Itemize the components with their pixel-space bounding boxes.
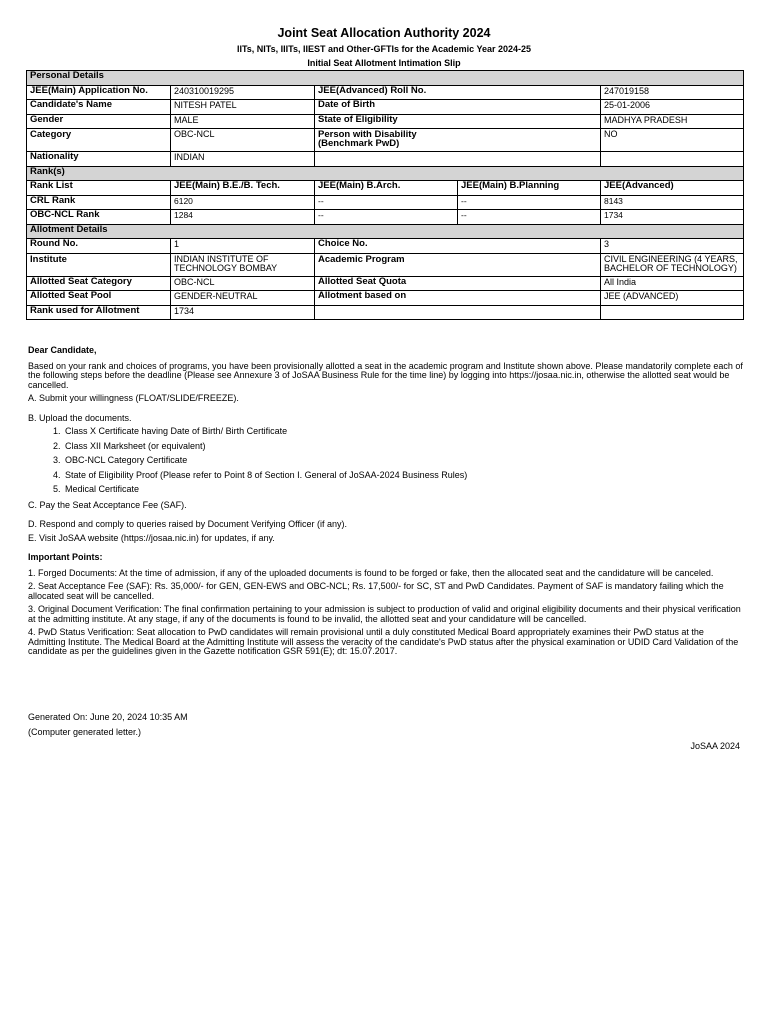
section-header-personal: Personal Details	[27, 71, 744, 86]
value-person-with-disability: NO	[601, 129, 744, 152]
list-item: 3. OBC-NCL Category Certificate	[63, 456, 743, 466]
footer-brand: JoSAA 2024	[690, 741, 740, 751]
value-jee-main-application-no: 240310019295	[171, 85, 315, 100]
label-date-of-birth: Date of Birth	[315, 100, 601, 115]
program-line-1: CIVIL ENGINEERING (4 YEARS,	[604, 253, 738, 264]
rank-value: --	[315, 210, 458, 225]
value-category: OBC-NCL	[171, 129, 315, 152]
rank-value: 1734	[601, 210, 744, 225]
step-c: C. Pay the Seat Acceptance Fee (SAF).	[28, 499, 187, 510]
letter-greeting: Dear Candidate,	[28, 345, 97, 355]
label-institute: Institute	[27, 253, 171, 276]
empty-cell	[315, 152, 601, 167]
document-subtitle: IITs, NITs, IIITs, IIEST and Other-GFTIs for the Academic Year 2024-25	[236, 44, 532, 54]
step-d: D. Respond and comply to queries raised by Document Verifying Officer (if any).	[28, 519, 347, 529]
rank-header-cell: JEE(Advanced)	[601, 181, 744, 196]
rank-value: --	[458, 195, 601, 210]
section-header-ranks: Rank(s)	[27, 166, 744, 181]
pwd-label-line-2: (Benchmark PwD)	[318, 138, 400, 149]
value-allotment-based-on: JEE (ADVANCED)	[601, 291, 744, 306]
slip-title: Initial Seat Allotment Intimation Slip	[307, 58, 461, 68]
value-candidate-name: NITESH PATEL	[171, 100, 315, 115]
important-point: 4. PwD Status Verification: Seat allocation to PwD candidates will remain provisional until a duly constituted Medical Board appropriately examines their PwD status at the Admitting Institute. The Medical Board at the Admitting Institute will assess the veracity of the candidate's PwD status after the physical examination or UDID Card Validation of the candidate as per the guidelines given in the Gazette notification GSR 591(E); dt: 15.07.2017.	[28, 627, 739, 656]
value-institute	[171, 253, 315, 276]
important-points-heading: Important Points:	[28, 552, 103, 562]
rank-value: 8143	[601, 195, 744, 210]
value-date-of-birth: 25-01-2006	[601, 100, 744, 115]
value-allotted-seat-category: OBC-NCL	[171, 276, 315, 291]
rank-row-crl	[27, 195, 744, 210]
value-gender: MALE	[171, 114, 315, 129]
important-point: 2. Seat Acceptance Fee (SAF): Rs. 35,000/- for GEN, GEN-EWS and OBC-NCL; Rs. 17,500/- for SC, ST and PwD Candidates. Payment of SAF is mandatory failing which the allocated seat will be cancelled.	[28, 581, 724, 601]
label-allotted-seat-pool: Allotted Seat Pool	[27, 291, 171, 306]
label-person-with-disability	[315, 129, 601, 152]
computer-generated-note: (Computer generated letter.)	[28, 727, 142, 737]
label-choice-no: Choice No.	[315, 239, 601, 254]
document-title: Joint Seat Allocation Authority 2024	[277, 26, 491, 40]
program-line-2: BACHELOR OF TECHNOLOGY)	[604, 262, 737, 273]
step-e: E. Visit JoSAA website (https://josaa.nic.in) for updates, if any.	[28, 532, 275, 543]
rank-value: --	[315, 195, 458, 210]
list-item: 5. Medical Certificate	[63, 485, 743, 495]
important-point: 3. Original Document Verification: The final confirmation pertaining to your admission is subject to production of valid and original eligibility documents and their physical verification at the admitting institute. At any stage, if any of the documents is found to be invalid, the allotted seat and your candidature will be cancelled.	[28, 604, 741, 624]
value-allotted-seat-pool: GENDER-NEUTRAL	[171, 291, 315, 306]
letter-intro: Based on your rank and choices of programs, you have been provisionally allotted a seat in the academic program and Institute shown above. Please mandatorily complete each of the following steps before the deadline (Please see Annexure 3 of JoSAA Business Rule for the time line) by logging into https://josaa.nic.in, otherwise the allotted seat would be cancelled.	[28, 360, 743, 390]
rank-header-cell: JEE(Main) B.E./B. Tech.	[171, 181, 315, 196]
value-jee-advanced-roll-no: 247019158	[601, 85, 744, 100]
label-academic-program: Academic Program	[315, 253, 601, 276]
rank-row-obc-ncl	[27, 210, 744, 225]
section-header-allotment: Allotment Details	[27, 224, 744, 239]
rank-row-label: CRL Rank	[27, 195, 171, 210]
institute-line-2: TECHNOLOGY BOMBAY	[174, 262, 278, 273]
label-round-no: Round No.	[27, 239, 171, 254]
label-category: Category	[27, 129, 171, 152]
empty-cell	[315, 305, 601, 320]
rank-header-cell: JEE(Main) B.Arch.	[315, 181, 458, 196]
rank-header-cell: JEE(Main) B.Planning	[458, 181, 601, 196]
label-nationality: Nationality	[27, 152, 171, 167]
label-state-of-eligibility: State of Eligibility	[315, 114, 601, 129]
generated-on: Generated On: June 20, 2024 10:35 AM	[28, 712, 188, 722]
empty-cell	[601, 305, 744, 320]
value-nationality: INDIAN	[171, 152, 315, 167]
label-allotment-based-on: Allotment based on	[315, 291, 601, 306]
step-a: A. Submit your willingness (FLOAT/SLIDE/FREEZE).	[28, 393, 239, 403]
value-choice-no: 3	[601, 239, 744, 254]
rank-row-label: OBC-NCL Rank	[27, 210, 171, 225]
value-state-of-eligibility: MADHYA PRADESH	[601, 114, 744, 129]
step-b: B. Upload the documents.	[28, 412, 132, 423]
letter-body	[28, 346, 743, 657]
label-rank-used-for-allotment: Rank used for Allotment	[27, 305, 171, 320]
list-item: 1. Class X Certificate having Date of Birth/ Birth Certificate	[63, 427, 743, 437]
label-jee-advanced-roll-no: JEE(Advanced) Roll No.	[315, 85, 601, 100]
value-round-no: 1	[171, 239, 315, 254]
empty-cell	[601, 152, 744, 167]
list-item: 4. State of Eligibility Proof (Please refer to Point 8 of Section I. General of JoSAA-2024 Business Rules)	[63, 471, 743, 481]
institute-line-1: INDIAN INSTITUTE OF	[174, 253, 269, 264]
rank-value: 6120	[171, 195, 315, 210]
value-academic-program	[601, 253, 744, 276]
value-rank-used-for-allotment: 1734	[171, 305, 315, 320]
label-gender: Gender	[27, 114, 171, 129]
allotment-details-table	[26, 70, 744, 320]
list-item: 2. Class XII Marksheet (or equivalent)	[63, 442, 743, 452]
label-candidate-name: Candidate's Name	[27, 100, 171, 115]
label-allotted-seat-quota: Allotted Seat Quota	[315, 276, 601, 291]
important-point: 1. Forged Documents: At the time of admission, if any of the uploaded documents is found to be forged or fake, then the allocated seat and the candidature will be canceled.	[28, 567, 714, 578]
documents-list	[28, 427, 743, 495]
value-allotted-seat-quota: All India	[601, 276, 744, 291]
rank-header-cell: Rank List	[27, 181, 171, 196]
rank-value: --	[458, 210, 601, 225]
pwd-label-line-1: Person with Disability	[318, 129, 417, 140]
rank-value: 1284	[171, 210, 315, 225]
label-jee-main-application-no: JEE(Main) Application No.	[27, 85, 171, 100]
label-allotted-seat-category: Allotted Seat Category	[27, 276, 171, 291]
